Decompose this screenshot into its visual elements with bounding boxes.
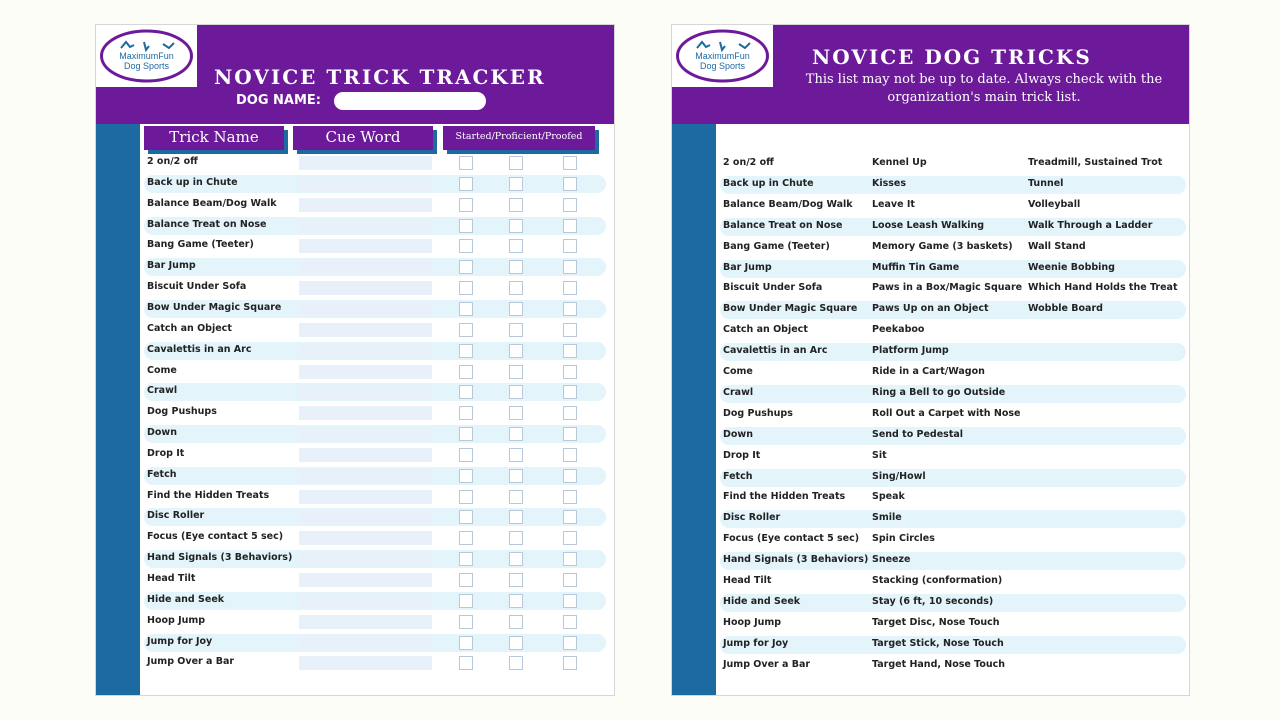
proofed-checkbox[interactable] xyxy=(563,615,577,629)
list-row xyxy=(720,218,1186,236)
tracker-row xyxy=(144,383,606,401)
trick-item: Disc Roller xyxy=(723,512,781,524)
proofed-checkbox[interactable] xyxy=(563,281,577,295)
trick-item: Roll Out a Carpet with Nose xyxy=(872,407,1021,419)
column-header-status: Started/Proficient/Proofed xyxy=(443,126,595,150)
logo-box xyxy=(672,25,773,87)
list-row xyxy=(720,657,1186,675)
trick-item: Drop It xyxy=(723,449,761,461)
logo-box xyxy=(96,25,197,87)
proficient-checkbox[interactable] xyxy=(509,448,523,462)
started-checkbox[interactable] xyxy=(459,531,473,545)
started-checkbox[interactable] xyxy=(459,510,473,524)
cue-word-field[interactable] xyxy=(299,156,432,170)
trick-name: Hand Signals (3 Behaviors) xyxy=(147,552,293,564)
trick-item: Paws in a Box/Magic Square xyxy=(872,282,1023,294)
trick-item: Which Hand Holds the Treat xyxy=(1028,282,1178,294)
proficient-checkbox[interactable] xyxy=(509,510,523,524)
tracker-row xyxy=(144,342,606,360)
tracker-header xyxy=(96,25,614,124)
tracker-row xyxy=(144,571,606,589)
trick-item: 2 on/2 off xyxy=(723,157,774,168)
proficient-checkbox[interactable] xyxy=(509,427,523,441)
trick-name: Down xyxy=(147,427,177,439)
started-checkbox[interactable] xyxy=(459,469,473,483)
tracker-row xyxy=(144,154,606,172)
tracker-row xyxy=(144,529,606,547)
trick-item: Ride in a Cart/Wagon xyxy=(872,366,985,377)
maximum-fun-dog-sports-logo xyxy=(99,28,194,84)
list-row xyxy=(720,489,1186,507)
proofed-checkbox[interactable] xyxy=(563,594,577,608)
cue-word-field[interactable] xyxy=(299,469,432,483)
proofed-checkbox[interactable] xyxy=(563,469,577,483)
trick-item: Biscuit Under Sofa xyxy=(723,282,823,294)
trick-item: Bar Jump xyxy=(723,261,772,273)
cue-word-field[interactable] xyxy=(299,385,432,399)
cue-word-field[interactable] xyxy=(299,239,432,253)
trick-name: Fetch xyxy=(147,468,177,480)
trick-item: Hide and Seek xyxy=(723,595,801,607)
cue-word-field[interactable] xyxy=(299,552,432,566)
list-row xyxy=(720,636,1186,654)
started-checkbox[interactable] xyxy=(459,281,473,295)
trick-item: Memory Game (3 baskets) xyxy=(872,240,1013,252)
proficient-checkbox[interactable] xyxy=(509,344,523,358)
cue-word-field[interactable] xyxy=(299,510,432,524)
trick-item: Balance Beam/Dog Walk xyxy=(723,198,853,210)
trick-item: Jump Over a Bar xyxy=(723,658,811,670)
proficient-checkbox[interactable] xyxy=(509,302,523,316)
trick-name: Focus (Eye contact 5 sec) xyxy=(147,531,284,543)
trick-item: Send to Pedestal xyxy=(872,428,964,440)
cue-word-field[interactable] xyxy=(299,427,432,441)
proofed-checkbox[interactable] xyxy=(563,239,577,253)
proofed-checkbox[interactable] xyxy=(563,448,577,462)
tracker-row xyxy=(144,363,606,381)
tricks-header xyxy=(672,25,1189,124)
trick-name: Balance Beam/Dog Walk xyxy=(147,197,277,209)
trick-item: Crawl xyxy=(723,386,754,398)
started-checkbox[interactable] xyxy=(459,365,473,379)
trick-item: Wall Stand xyxy=(1028,240,1086,252)
trick-name: Catch an Object xyxy=(147,322,232,334)
proficient-checkbox[interactable] xyxy=(509,156,523,170)
trick-item: Sneeze xyxy=(872,554,911,566)
trick-item: Back up in Chute xyxy=(723,177,814,189)
trick-item: Balance Treat on Nose xyxy=(723,219,843,231)
started-checkbox[interactable] xyxy=(459,406,473,420)
cue-word-field[interactable] xyxy=(299,656,432,670)
list-row xyxy=(720,280,1186,298)
trick-name: Disc Roller xyxy=(147,510,205,522)
started-checkbox[interactable] xyxy=(459,636,473,650)
started-checkbox[interactable] xyxy=(459,490,473,504)
proficient-checkbox[interactable] xyxy=(509,323,523,337)
started-checkbox[interactable] xyxy=(459,594,473,608)
list-row xyxy=(720,176,1186,194)
novice-tricks-page xyxy=(671,24,1190,696)
trick-item: Wobble Board xyxy=(1028,303,1103,315)
tracker-row xyxy=(144,175,606,193)
list-row xyxy=(720,594,1186,612)
trick-item: Treadmill, Sustained Trot xyxy=(1028,157,1163,168)
trick-item: Speak xyxy=(872,491,905,503)
trick-item: Target Stick, Nose Touch xyxy=(872,637,1004,649)
tracker-row xyxy=(144,258,606,276)
svg-text:MaximumFun: MaximumFun xyxy=(695,51,750,61)
proofed-checkbox[interactable] xyxy=(563,365,577,379)
started-checkbox[interactable] xyxy=(459,615,473,629)
started-checkbox[interactable] xyxy=(459,323,473,337)
trick-tracker-page xyxy=(95,24,615,696)
proficient-checkbox[interactable] xyxy=(509,615,523,629)
list-row xyxy=(720,385,1186,403)
cue-word-field[interactable] xyxy=(299,281,432,295)
trick-name: Bang Game (Teeter) xyxy=(147,239,254,251)
proficient-checkbox[interactable] xyxy=(509,365,523,379)
proofed-checkbox[interactable] xyxy=(563,385,577,399)
cue-word-field[interactable] xyxy=(299,406,432,420)
tracker-row xyxy=(144,300,606,318)
cue-word-field[interactable] xyxy=(299,448,432,462)
proficient-checkbox[interactable] xyxy=(509,531,523,545)
tracker-row xyxy=(144,217,606,235)
tracker-row xyxy=(144,550,606,568)
proficient-checkbox[interactable] xyxy=(509,260,523,274)
dog-name-label: DOG NAME: xyxy=(236,93,321,108)
cue-word-field[interactable] xyxy=(299,302,432,316)
cue-word-field[interactable] xyxy=(299,615,432,629)
proficient-checkbox[interactable] xyxy=(509,469,523,483)
trick-name: Head Tilt xyxy=(147,573,196,584)
trick-item: Down xyxy=(723,428,753,440)
proofed-checkbox[interactable] xyxy=(563,323,577,337)
page-title: NOVICE TRICK TRACKER xyxy=(214,65,546,89)
tracker-row xyxy=(144,654,606,672)
page-title: NOVICE DOG TRICKS xyxy=(812,45,1092,69)
started-checkbox[interactable] xyxy=(459,573,473,587)
proficient-checkbox[interactable] xyxy=(509,239,523,253)
trick-name: Bow Under Magic Square xyxy=(147,301,282,313)
proficient-checkbox[interactable] xyxy=(509,656,523,670)
tracker-row xyxy=(144,237,606,255)
trick-item: Stay (6 ft, 10 seconds) xyxy=(872,595,994,607)
trick-item: Hoop Jump xyxy=(723,616,782,628)
trick-name: Jump Over a Bar xyxy=(147,656,235,668)
cue-word-field[interactable] xyxy=(299,260,432,274)
list-row xyxy=(720,155,1186,173)
list-row xyxy=(720,301,1186,319)
trick-item: Tunnel xyxy=(1028,177,1064,189)
started-checkbox[interactable] xyxy=(459,156,473,170)
proofed-checkbox[interactable] xyxy=(563,344,577,358)
tracker-row xyxy=(144,467,606,485)
proofed-checkbox[interactable] xyxy=(563,260,577,274)
trick-name: Jump for Joy xyxy=(147,635,213,647)
tracker-row xyxy=(144,425,606,443)
proficient-checkbox[interactable] xyxy=(509,406,523,420)
side-accent-bar xyxy=(672,124,716,695)
trick-item: Paws Up on an Object xyxy=(872,303,989,315)
trick-item: Platform Jump xyxy=(872,345,949,357)
trick-item: Focus (Eye contact 5 sec) xyxy=(723,533,860,545)
trick-item: Peekaboo xyxy=(872,324,925,336)
maximum-fun-dog-sports-logo xyxy=(675,28,770,84)
trick-name: Crawl xyxy=(147,385,178,397)
trick-item: Leave It xyxy=(872,198,915,210)
trick-item: Find the Hidden Treats xyxy=(723,491,846,503)
cue-word-field[interactable] xyxy=(299,365,432,379)
started-checkbox[interactable] xyxy=(459,448,473,462)
cue-word-field[interactable] xyxy=(299,219,432,233)
started-checkbox[interactable] xyxy=(459,177,473,191)
list-row xyxy=(720,364,1186,382)
trick-item: Volleyball xyxy=(1028,198,1081,210)
proofed-checkbox[interactable] xyxy=(563,156,577,170)
cue-word-field[interactable] xyxy=(299,636,432,650)
proofed-checkbox[interactable] xyxy=(563,573,577,587)
proficient-checkbox[interactable] xyxy=(509,177,523,191)
cue-word-field[interactable] xyxy=(299,573,432,587)
trick-item: Hand Signals (3 Behaviors) xyxy=(723,554,869,566)
dog-name-field[interactable] xyxy=(334,92,486,110)
tracker-row xyxy=(144,196,606,214)
started-checkbox[interactable] xyxy=(459,552,473,566)
tracker-row xyxy=(144,613,606,631)
proficient-checkbox[interactable] xyxy=(509,385,523,399)
list-row xyxy=(720,322,1186,340)
started-checkbox[interactable] xyxy=(459,385,473,399)
started-checkbox[interactable] xyxy=(459,260,473,274)
trick-item: Smile xyxy=(872,512,902,524)
proofed-checkbox[interactable] xyxy=(563,302,577,316)
trick-name: Dog Pushups xyxy=(147,406,217,418)
trick-item: Bang Game (Teeter) xyxy=(723,240,830,252)
list-row xyxy=(720,343,1186,361)
trick-item: Kennel Up xyxy=(872,157,927,168)
tracker-row xyxy=(144,508,606,526)
trick-item: Sit xyxy=(872,449,887,461)
svg-text:MaximumFun: MaximumFun xyxy=(119,51,174,61)
page-subtitle: This list may not be up to date. Always check with the organization's main trick list. xyxy=(805,72,1163,105)
list-row xyxy=(720,448,1186,466)
svg-text:Dog Sports: Dog Sports xyxy=(123,61,170,71)
cue-word-field[interactable] xyxy=(299,594,432,608)
trick-item: Fetch xyxy=(723,470,753,482)
started-checkbox[interactable] xyxy=(459,198,473,212)
trick-item: Spin Circles xyxy=(872,533,935,545)
started-checkbox[interactable] xyxy=(459,344,473,358)
cue-word-field[interactable] xyxy=(299,490,432,504)
trick-name: 2 on/2 off xyxy=(147,156,198,167)
list-row xyxy=(720,260,1186,278)
started-checkbox[interactable] xyxy=(459,219,473,233)
proficient-checkbox[interactable] xyxy=(509,594,523,608)
trick-item: Jump for Joy xyxy=(723,637,789,649)
proficient-checkbox[interactable] xyxy=(509,198,523,212)
trick-item: Target Disc, Nose Touch xyxy=(872,616,1000,628)
list-row xyxy=(720,427,1186,445)
tracker-row xyxy=(144,446,606,464)
trick-item: Head Tilt xyxy=(723,575,772,586)
trick-name: Drop It xyxy=(147,447,185,459)
trick-item: Stacking (conformation) xyxy=(872,575,1003,586)
trick-item: Walk Through a Ladder xyxy=(1028,219,1153,231)
trick-item: Catch an Object xyxy=(723,324,808,336)
trick-item: Muffin Tin Game xyxy=(872,261,960,273)
list-row xyxy=(720,615,1186,633)
proofed-checkbox[interactable] xyxy=(563,177,577,191)
tracker-row xyxy=(144,634,606,652)
trick-item: Kisses xyxy=(872,177,907,189)
trick-name: Hoop Jump xyxy=(147,614,206,626)
trick-item: Target Hand, Nose Touch xyxy=(872,658,1006,670)
proofed-checkbox[interactable] xyxy=(563,427,577,441)
side-accent-bar xyxy=(96,124,140,695)
trick-item: Come xyxy=(723,366,753,377)
trick-item: Dog Pushups xyxy=(723,407,793,419)
proficient-checkbox[interactable] xyxy=(509,573,523,587)
proofed-checkbox[interactable] xyxy=(563,490,577,504)
trick-name: Hide and Seek xyxy=(147,593,225,605)
proofed-checkbox[interactable] xyxy=(563,510,577,524)
list-row xyxy=(720,573,1186,591)
trick-item: Weenie Bobbing xyxy=(1028,261,1115,273)
trick-name: Balance Treat on Nose xyxy=(147,218,267,230)
trick-name: Come xyxy=(147,364,177,376)
trick-item: Sing/Howl xyxy=(872,470,926,482)
list-row xyxy=(720,531,1186,549)
proficient-checkbox[interactable] xyxy=(509,219,523,233)
cue-word-field[interactable] xyxy=(299,198,432,212)
cue-word-field[interactable] xyxy=(299,177,432,191)
proofed-checkbox[interactable] xyxy=(563,406,577,420)
trick-name: Find the Hidden Treats xyxy=(147,489,270,501)
proficient-checkbox[interactable] xyxy=(509,281,523,295)
trick-item: Ring a Bell to go Outside xyxy=(872,386,1006,398)
column-header-trick-name: Trick Name xyxy=(144,126,284,150)
list-row xyxy=(720,197,1186,215)
tracker-row xyxy=(144,404,606,422)
cue-word-field[interactable] xyxy=(299,323,432,337)
list-row xyxy=(720,239,1186,257)
trick-name: Biscuit Under Sofa xyxy=(147,281,247,293)
proofed-checkbox[interactable] xyxy=(563,219,577,233)
started-checkbox[interactable] xyxy=(459,427,473,441)
proficient-checkbox[interactable] xyxy=(509,636,523,650)
list-row xyxy=(720,552,1186,570)
tracker-row xyxy=(144,279,606,297)
trick-name: Cavalettis in an Arc xyxy=(147,343,252,355)
cue-word-field[interactable] xyxy=(299,344,432,358)
trick-item: Bow Under Magic Square xyxy=(723,303,858,315)
tracker-row xyxy=(144,592,606,610)
started-checkbox[interactable] xyxy=(459,656,473,670)
proofed-checkbox[interactable] xyxy=(563,552,577,566)
proofed-checkbox[interactable] xyxy=(563,656,577,670)
svg-text:Dog Sports: Dog Sports xyxy=(699,61,746,71)
trick-name: Bar Jump xyxy=(147,260,196,272)
started-checkbox[interactable] xyxy=(459,239,473,253)
proofed-checkbox[interactable] xyxy=(563,636,577,650)
list-row xyxy=(720,510,1186,528)
proofed-checkbox[interactable] xyxy=(563,198,577,212)
tracker-row xyxy=(144,321,606,339)
started-checkbox[interactable] xyxy=(459,302,473,316)
list-row xyxy=(720,406,1186,424)
proofed-checkbox[interactable] xyxy=(563,531,577,545)
trick-item: Cavalettis in an Arc xyxy=(723,345,828,357)
trick-name: Back up in Chute xyxy=(147,176,238,188)
trick-item: Loose Leash Walking xyxy=(872,219,985,231)
tracker-row xyxy=(144,488,606,506)
list-row xyxy=(720,469,1186,487)
proficient-checkbox[interactable] xyxy=(509,552,523,566)
cue-word-field[interactable] xyxy=(299,531,432,545)
proficient-checkbox[interactable] xyxy=(509,490,523,504)
column-header-cue-word: Cue Word xyxy=(293,126,433,150)
